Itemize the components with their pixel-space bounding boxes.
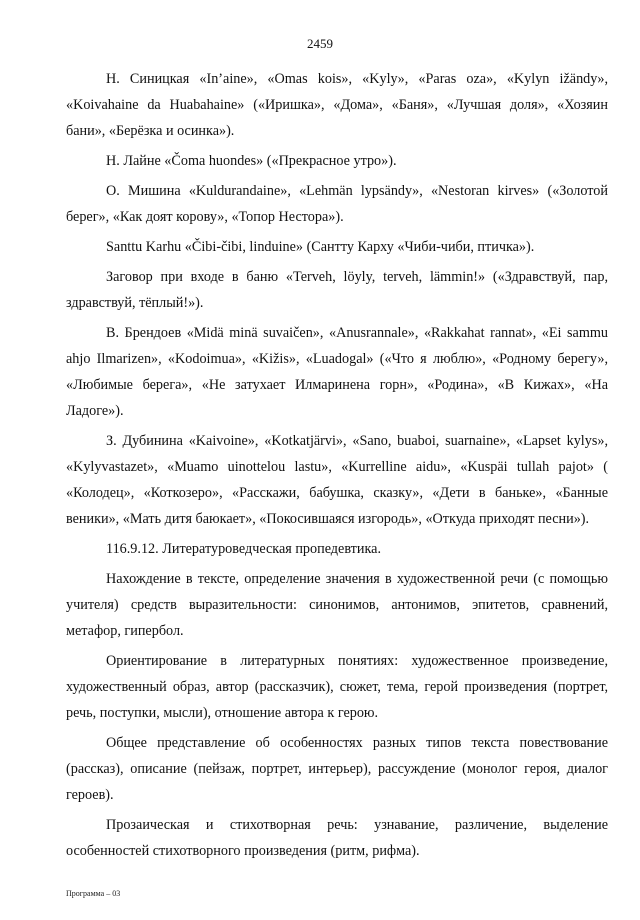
document-body [66,66,608,868]
paragraph-sinitskaya: Н. Синицкая «In’aine», «Omas kois», «Kyly», «Paras oza», «Kylyn ižändy», «Koivahaine da Huabahaine» («Иришка», «Дома», «Баня», «Лучшая доля», «Хозяин бани», «Берёзка и осинка»). [66,71,608,139]
paragraph-literary-concepts: Ориентирование в литературных понятиях: художественное произведение, художественный образ, автор (рассказчик), сюжет, тема, герой произведения (портрет, речь, поступки, мысли), отношение автора к герою. [66,653,608,721]
page-number: 2459 [307,36,333,51]
paragraph-brendoev: В. Брендоев «Midä minä suvaičen», «Anusrannale», «Rakkahat rannat», «Ei sammu ahjo Ilmarizen», «Kodoimua», «Kižis», «Luadogal» («Что я люблю», «Родному берегу», «Любимые берега», «Не затухает Илмаринена горн», «Родина», «В Кижах», «На Ладоге»). [66,325,608,419]
paragraph-bath-charm: Заговор при входе в баню «Terveh, löyly, terveh, lämmin!» («Здравствуй, пар, здравствуй, тёплый!»). [66,269,608,311]
paragraph-text-types: Общее представление об особенностях разных типов текста повествование (рассказ), описание (пейзаж, портрет, интерьер), рассуждение (монолог героя, диалог героев). [66,735,608,803]
paragraph-expressive-means: Нахождение в тексте, определение значения в художественной речи (с помощью учителя) средств выразительности: синонимов, антонимов, эпитетов, сравнений, метафор, гипербол. [66,571,608,639]
paragraph-prose-verse: Прозаическая и стихотворная речь: узнавание, различение, выделение особенностей стихотворного произведения (ритм, рифма). [66,817,608,859]
paragraph-dubinina: З. Дубинина «Kaivoine», «Kotkatjärvi», «Sano, buaboi, suarnaine», «Lapset kylys», «Kylyvastazet», «Muamo uinottelou lastu», «Kurrelline aidu», «Kuspäi tullah pajot» ( «Колодец», «Коткозеро», «Расскажи, бабушка, сказку», «Дети в баньке», «Банные веники», «Мать дитя баюкает», «Покосившаяся изгородь», «Откуда приходят песни»). [66,433,608,527]
page-footer: Программа – 03 [66,889,121,898]
paragraph-laine: Н. Лайне «Čoma huondes» («Прекрасное утро»). [106,153,397,169]
paragraph-santtu-karhu: Santtu Karhu «Čibi-čibi, linduine» (Сантту Карху «Чиби-чиби, птичка»). [106,239,535,255]
section-heading: 116.9.12. Литературоведческая пропедевтика. [106,541,381,557]
paragraph-mishina: О. Мишина «Kuldurandaine», «Lehmän lypsändy», «Nestoran kirves» («Золотой берег», «Как доят корову», «Топор Нестора»). [66,183,608,225]
